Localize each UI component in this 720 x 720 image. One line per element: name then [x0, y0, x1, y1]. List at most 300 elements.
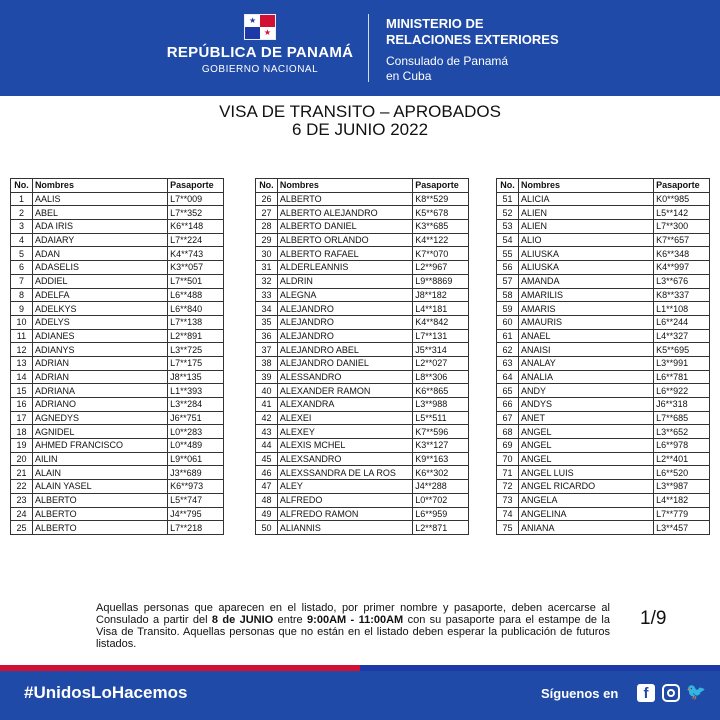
row-passport: L7**300 — [654, 220, 710, 234]
row-passport: L5**142 — [654, 206, 710, 220]
row-passport: L6**520 — [654, 466, 710, 480]
table-row — [11, 452, 224, 466]
row-passport: J6**751 — [168, 411, 224, 425]
row-name: ALEXSSANDRA DE LA ROS — [277, 466, 412, 480]
row-passport: L3**987 — [654, 480, 710, 494]
row-number: 73 — [497, 493, 519, 507]
row-name: AGNIDEL — [32, 425, 167, 439]
row-passport: K7**657 — [654, 233, 710, 247]
row-number: 47 — [256, 480, 278, 494]
row-passport: L1**108 — [654, 302, 710, 316]
notice-text-2: entre — [273, 614, 308, 626]
table-row — [11, 356, 224, 370]
row-number: 56 — [497, 261, 519, 275]
table-row — [497, 480, 710, 494]
row-number: 71 — [497, 466, 519, 480]
row-name: ALBERTO DANIEL — [277, 220, 412, 234]
table-row — [497, 452, 710, 466]
row-name: ALEXANDER RAMON — [277, 384, 412, 398]
header-pasaporte: Pasaporte — [168, 179, 224, 193]
row-name: ALBERTO ALEJANDRO — [277, 206, 412, 220]
header-nombres: Nombres — [518, 179, 653, 193]
table-row — [256, 247, 469, 261]
table-row — [497, 398, 710, 412]
header-pasaporte: Pasaporte — [413, 179, 469, 193]
row-name: ANALIA — [518, 370, 653, 384]
row-passport: K6**973 — [168, 480, 224, 494]
header-no: No. — [11, 179, 33, 193]
row-number: 3 — [11, 220, 33, 234]
row-number: 63 — [497, 356, 519, 370]
table-row — [11, 384, 224, 398]
notice-text-1: Aquellas personas que aparecen en el listado, por primer nombre y pasaporte, deben acercarse al Consulado a partir del — [96, 602, 610, 626]
row-number: 4 — [11, 233, 33, 247]
row-number: 12 — [11, 343, 33, 357]
row-number: 33 — [256, 288, 278, 302]
table-row — [11, 261, 224, 275]
row-number: 29 — [256, 233, 278, 247]
table-row — [497, 261, 710, 275]
row-number: 43 — [256, 425, 278, 439]
row-name: ADASELIS — [32, 261, 167, 275]
row-name: AILIN — [32, 452, 167, 466]
row-passport: L6**244 — [654, 315, 710, 329]
row-passport: K4**122 — [413, 233, 469, 247]
row-passport: L3**725 — [168, 343, 224, 357]
row-number: 7 — [11, 274, 33, 288]
row-name: ADAN — [32, 247, 167, 261]
header-no: No. — [256, 179, 278, 193]
row-name: ADRIANA — [32, 384, 167, 398]
row-number: 60 — [497, 315, 519, 329]
row-passport: L7**779 — [654, 507, 710, 521]
table-row — [11, 220, 224, 234]
row-number: 1 — [11, 192, 33, 206]
table-row — [11, 302, 224, 316]
row-passport: L7**131 — [413, 329, 469, 343]
header-pasaporte: Pasaporte — [654, 179, 710, 193]
row-number: 21 — [11, 466, 33, 480]
row-passport: L3**988 — [413, 398, 469, 412]
page-indicator: 1/9 — [640, 608, 667, 629]
row-name: ALIEN — [518, 206, 653, 220]
table-row — [11, 233, 224, 247]
row-passport: K0**985 — [654, 192, 710, 206]
row-name: AMAURIS — [518, 315, 653, 329]
table-row — [497, 288, 710, 302]
row-name: ANGEL — [518, 439, 653, 453]
row-passport: K4**997 — [654, 261, 710, 275]
row-name: AMANDA — [518, 274, 653, 288]
row-passport: L9**061 — [168, 452, 224, 466]
table-row — [11, 370, 224, 384]
row-number: 41 — [256, 398, 278, 412]
row-number: 18 — [11, 425, 33, 439]
row-number: 5 — [11, 247, 33, 261]
row-name: ALBERTO — [32, 493, 167, 507]
table-row — [256, 206, 469, 220]
row-name: AGNEDYS — [32, 411, 167, 425]
row-passport: K5**695 — [654, 343, 710, 357]
row-number: 2 — [11, 206, 33, 220]
row-name: ALEXEI — [277, 411, 412, 425]
row-passport: L7**138 — [168, 315, 224, 329]
row-passport: L6**978 — [654, 439, 710, 453]
row-number: 15 — [11, 384, 33, 398]
row-number: 30 — [256, 247, 278, 261]
row-passport: L0**702 — [413, 493, 469, 507]
table-row — [256, 370, 469, 384]
row-name: ALEJANDRO — [277, 315, 412, 329]
row-passport: L4**182 — [654, 493, 710, 507]
row-passport: K4**743 — [168, 247, 224, 261]
row-name: ALBERTO ORLANDO — [277, 233, 412, 247]
row-number: 52 — [497, 206, 519, 220]
row-passport: L7**352 — [168, 206, 224, 220]
row-name: ALAIN — [32, 466, 167, 480]
table-row — [497, 370, 710, 384]
row-number: 74 — [497, 507, 519, 521]
row-number: 11 — [11, 329, 33, 343]
row-passport: L3**284 — [168, 398, 224, 412]
row-name: ADDIEL — [32, 274, 167, 288]
row-number: 57 — [497, 274, 519, 288]
table-row — [256, 302, 469, 316]
table-row — [256, 274, 469, 288]
row-number: 17 — [11, 411, 33, 425]
row-passport: L7**224 — [168, 233, 224, 247]
row-number: 65 — [497, 384, 519, 398]
government-branding — [160, 10, 360, 75]
row-passport: L9**8869 — [413, 274, 469, 288]
row-name: ANGEL — [518, 452, 653, 466]
table-row — [11, 480, 224, 494]
table-row — [256, 233, 469, 247]
ministry-line1: MINISTERIO DE — [386, 16, 484, 31]
row-number: 19 — [11, 439, 33, 453]
table-row — [497, 247, 710, 261]
table-row — [256, 493, 469, 507]
row-name: ABEL — [32, 206, 167, 220]
table-row — [497, 425, 710, 439]
table-row — [256, 220, 469, 234]
twitter-icon[interactable]: 🐦 — [686, 684, 706, 701]
row-passport: K3**057 — [168, 261, 224, 275]
row-name: ALIO — [518, 233, 653, 247]
table-row — [497, 192, 710, 206]
row-name: ANDY — [518, 384, 653, 398]
row-name: ANDYS — [518, 398, 653, 412]
row-passport: L7**685 — [654, 411, 710, 425]
row-number: 72 — [497, 480, 519, 494]
row-passport: L6**781 — [654, 370, 710, 384]
row-name: AHMED FRANCISCO — [32, 439, 167, 453]
republic-name: REPÚBLICA DE PANAMÁ — [166, 44, 354, 61]
instructions-notice — [96, 602, 610, 650]
row-number: 48 — [256, 493, 278, 507]
row-passport: J5**314 — [413, 343, 469, 357]
row-name: ANALAY — [518, 356, 653, 370]
table-row — [497, 233, 710, 247]
table-row — [11, 411, 224, 425]
header-no: No. — [497, 179, 519, 193]
table-row — [256, 425, 469, 439]
instagram-icon[interactable] — [662, 684, 680, 702]
table-row — [11, 398, 224, 412]
row-name: ALFREDO RAMON — [277, 507, 412, 521]
row-number: 26 — [256, 192, 278, 206]
row-number: 8 — [11, 288, 33, 302]
table-row — [497, 521, 710, 535]
row-name: ALBERTO — [277, 192, 412, 206]
row-number: 32 — [256, 274, 278, 288]
row-name: ALEJANDRO DANIEL — [277, 356, 412, 370]
table-row — [497, 411, 710, 425]
consulado-line2: en Cuba — [386, 69, 432, 83]
row-number: 6 — [11, 261, 33, 275]
row-passport: L3**676 — [654, 274, 710, 288]
row-number: 51 — [497, 192, 519, 206]
row-passport: L5**747 — [168, 493, 224, 507]
table-row — [256, 192, 469, 206]
row-name: ADAIARY — [32, 233, 167, 247]
row-name: ALICIA — [518, 192, 653, 206]
row-name: ALEJANDRO ABEL — [277, 343, 412, 357]
row-number: 35 — [256, 315, 278, 329]
row-number: 64 — [497, 370, 519, 384]
table-row — [256, 343, 469, 357]
row-name: ADRIAN — [32, 356, 167, 370]
row-number: 54 — [497, 233, 519, 247]
row-passport: L6**922 — [654, 384, 710, 398]
table-row — [11, 329, 224, 343]
row-name: ALIUSKA — [518, 247, 653, 261]
row-name: ALIANNIS — [277, 521, 412, 535]
row-number: 70 — [497, 452, 519, 466]
row-passport: L0**283 — [168, 425, 224, 439]
table-row — [256, 288, 469, 302]
row-name: ALEXEY — [277, 425, 412, 439]
table-row — [497, 329, 710, 343]
row-name: ADIANYS — [32, 343, 167, 357]
row-name: AALIS — [32, 192, 167, 206]
table-row — [256, 315, 469, 329]
row-passport: L6**488 — [168, 288, 224, 302]
row-name: ADELKYS — [32, 302, 167, 316]
table-row — [256, 480, 469, 494]
table-row — [11, 439, 224, 453]
row-number: 44 — [256, 439, 278, 453]
table-row — [256, 507, 469, 521]
table-row — [256, 411, 469, 425]
notice-date: 8 de JUNIO — [211, 614, 274, 626]
row-name: AMARIS — [518, 302, 653, 316]
row-name: ADELFA — [32, 288, 167, 302]
row-name: ANGELINA — [518, 507, 653, 521]
approved-list-table-2 — [255, 178, 469, 535]
row-name: ALESSANDRO — [277, 370, 412, 384]
title-line1: VISA DE TRANSITO – APROBADOS — [219, 102, 501, 121]
table-row — [11, 192, 224, 206]
row-number: 24 — [11, 507, 33, 521]
row-number: 10 — [11, 315, 33, 329]
follow-us-label: Síguenos en — [541, 686, 619, 701]
row-number: 50 — [256, 521, 278, 535]
row-passport: K6**865 — [413, 384, 469, 398]
row-passport: K3**127 — [413, 439, 469, 453]
table-row — [497, 466, 710, 480]
row-passport: L4**181 — [413, 302, 469, 316]
panama-flag-icon: ★ ★ — [244, 14, 276, 40]
page-title — [0, 103, 720, 139]
row-passport: L7**218 — [168, 521, 224, 535]
row-name: ANAEL — [518, 329, 653, 343]
row-passport: K6**148 — [168, 220, 224, 234]
row-name: ANGEL — [518, 425, 653, 439]
row-passport: K8**529 — [413, 192, 469, 206]
row-number: 20 — [11, 452, 33, 466]
table-row — [11, 315, 224, 329]
row-name: ANGEL RICARDO — [518, 480, 653, 494]
row-name: ALDRIN — [277, 274, 412, 288]
row-passport: L3**991 — [654, 356, 710, 370]
row-number: 14 — [11, 370, 33, 384]
row-passport: L2**871 — [413, 521, 469, 535]
table-row — [256, 521, 469, 535]
row-passport: K9**163 — [413, 452, 469, 466]
row-number: 40 — [256, 384, 278, 398]
row-name: ALEGNA — [277, 288, 412, 302]
row-number: 27 — [256, 206, 278, 220]
row-number: 62 — [497, 343, 519, 357]
row-passport: J4**795 — [168, 507, 224, 521]
ministry-branding — [386, 16, 559, 84]
row-number: 45 — [256, 452, 278, 466]
row-number: 49 — [256, 507, 278, 521]
footer-banner — [0, 671, 720, 720]
row-name: ADELYS — [32, 315, 167, 329]
table-row — [497, 274, 710, 288]
row-name: ALEXIS MCHEL — [277, 439, 412, 453]
row-passport: L6**840 — [168, 302, 224, 316]
row-name: ANIANA — [518, 521, 653, 535]
row-name: ALEJANDRO — [277, 302, 412, 316]
row-number: 34 — [256, 302, 278, 316]
table-row — [256, 439, 469, 453]
row-number: 36 — [256, 329, 278, 343]
table-row — [256, 466, 469, 480]
row-passport: L3**457 — [654, 521, 710, 535]
row-number: 25 — [11, 521, 33, 535]
row-number: 58 — [497, 288, 519, 302]
header-banner — [0, 0, 720, 96]
row-number: 37 — [256, 343, 278, 357]
row-name: AMARILIS — [518, 288, 653, 302]
table-row — [497, 439, 710, 453]
row-passport: K5**678 — [413, 206, 469, 220]
row-name: ALBERTO RAFAEL — [277, 247, 412, 261]
row-number: 13 — [11, 356, 33, 370]
table-row — [497, 302, 710, 316]
row-name: ANGEL LUIS — [518, 466, 653, 480]
row-number: 31 — [256, 261, 278, 275]
table-row — [497, 507, 710, 521]
header-nombres: Nombres — [32, 179, 167, 193]
row-name: ALIUSKA — [518, 261, 653, 275]
row-name: ANGELA — [518, 493, 653, 507]
table-row — [497, 343, 710, 357]
row-passport: K7**596 — [413, 425, 469, 439]
row-passport: L4**327 — [654, 329, 710, 343]
row-name: ANAISI — [518, 343, 653, 357]
row-number: 16 — [11, 398, 33, 412]
table-row — [497, 384, 710, 398]
row-passport: L3**652 — [654, 425, 710, 439]
approved-list-table-1 — [10, 178, 224, 535]
row-number: 38 — [256, 356, 278, 370]
row-passport: K4**842 — [413, 315, 469, 329]
row-number: 28 — [256, 220, 278, 234]
row-number: 55 — [497, 247, 519, 261]
row-number: 75 — [497, 521, 519, 535]
hashtag: #UnidosLoHacemos — [24, 683, 188, 702]
table-row — [11, 521, 224, 535]
row-number: 59 — [497, 302, 519, 316]
row-name: ALEXANDRA — [277, 398, 412, 412]
row-passport: L6**959 — [413, 507, 469, 521]
table-row — [497, 206, 710, 220]
row-number: 66 — [497, 398, 519, 412]
row-name: ALFREDO — [277, 493, 412, 507]
row-passport: L0**489 — [168, 439, 224, 453]
table-row — [11, 206, 224, 220]
notice-text-3: con su pasaporte para el estampe de la Visa de Transito. Aquellas personas que no están en el listado deben esperar la publicación de futuros listados. — [96, 614, 610, 650]
row-name: ALDERLEANNIS — [277, 261, 412, 275]
row-name: ALIEN — [518, 220, 653, 234]
table-row — [11, 425, 224, 439]
row-name: ALAIN YASEL — [32, 480, 167, 494]
table-row — [256, 398, 469, 412]
row-passport: J3**689 — [168, 466, 224, 480]
row-passport: L7**175 — [168, 356, 224, 370]
row-name: ADA IRIS — [32, 220, 167, 234]
row-passport: J6**318 — [654, 398, 710, 412]
row-name: ALEY — [277, 480, 412, 494]
row-passport: L5**511 — [413, 411, 469, 425]
table-row — [11, 466, 224, 480]
row-passport: J4**288 — [413, 480, 469, 494]
row-passport: J8**135 — [168, 370, 224, 384]
table-row — [497, 356, 710, 370]
table-row — [11, 343, 224, 357]
row-number: 22 — [11, 480, 33, 494]
row-passport: L7**501 — [168, 274, 224, 288]
table-row — [497, 220, 710, 234]
table-row — [11, 247, 224, 261]
row-passport: L7**009 — [168, 192, 224, 206]
row-number: 67 — [497, 411, 519, 425]
row-number: 61 — [497, 329, 519, 343]
row-number: 68 — [497, 425, 519, 439]
table-row — [11, 493, 224, 507]
table-row — [256, 329, 469, 343]
row-passport: K7**070 — [413, 247, 469, 261]
header-nombres: Nombres — [277, 179, 412, 193]
facebook-icon[interactable]: f — [637, 684, 655, 702]
table-row — [256, 384, 469, 398]
consulado-line1: Consulado de Panamá — [386, 54, 509, 68]
table-row — [256, 356, 469, 370]
